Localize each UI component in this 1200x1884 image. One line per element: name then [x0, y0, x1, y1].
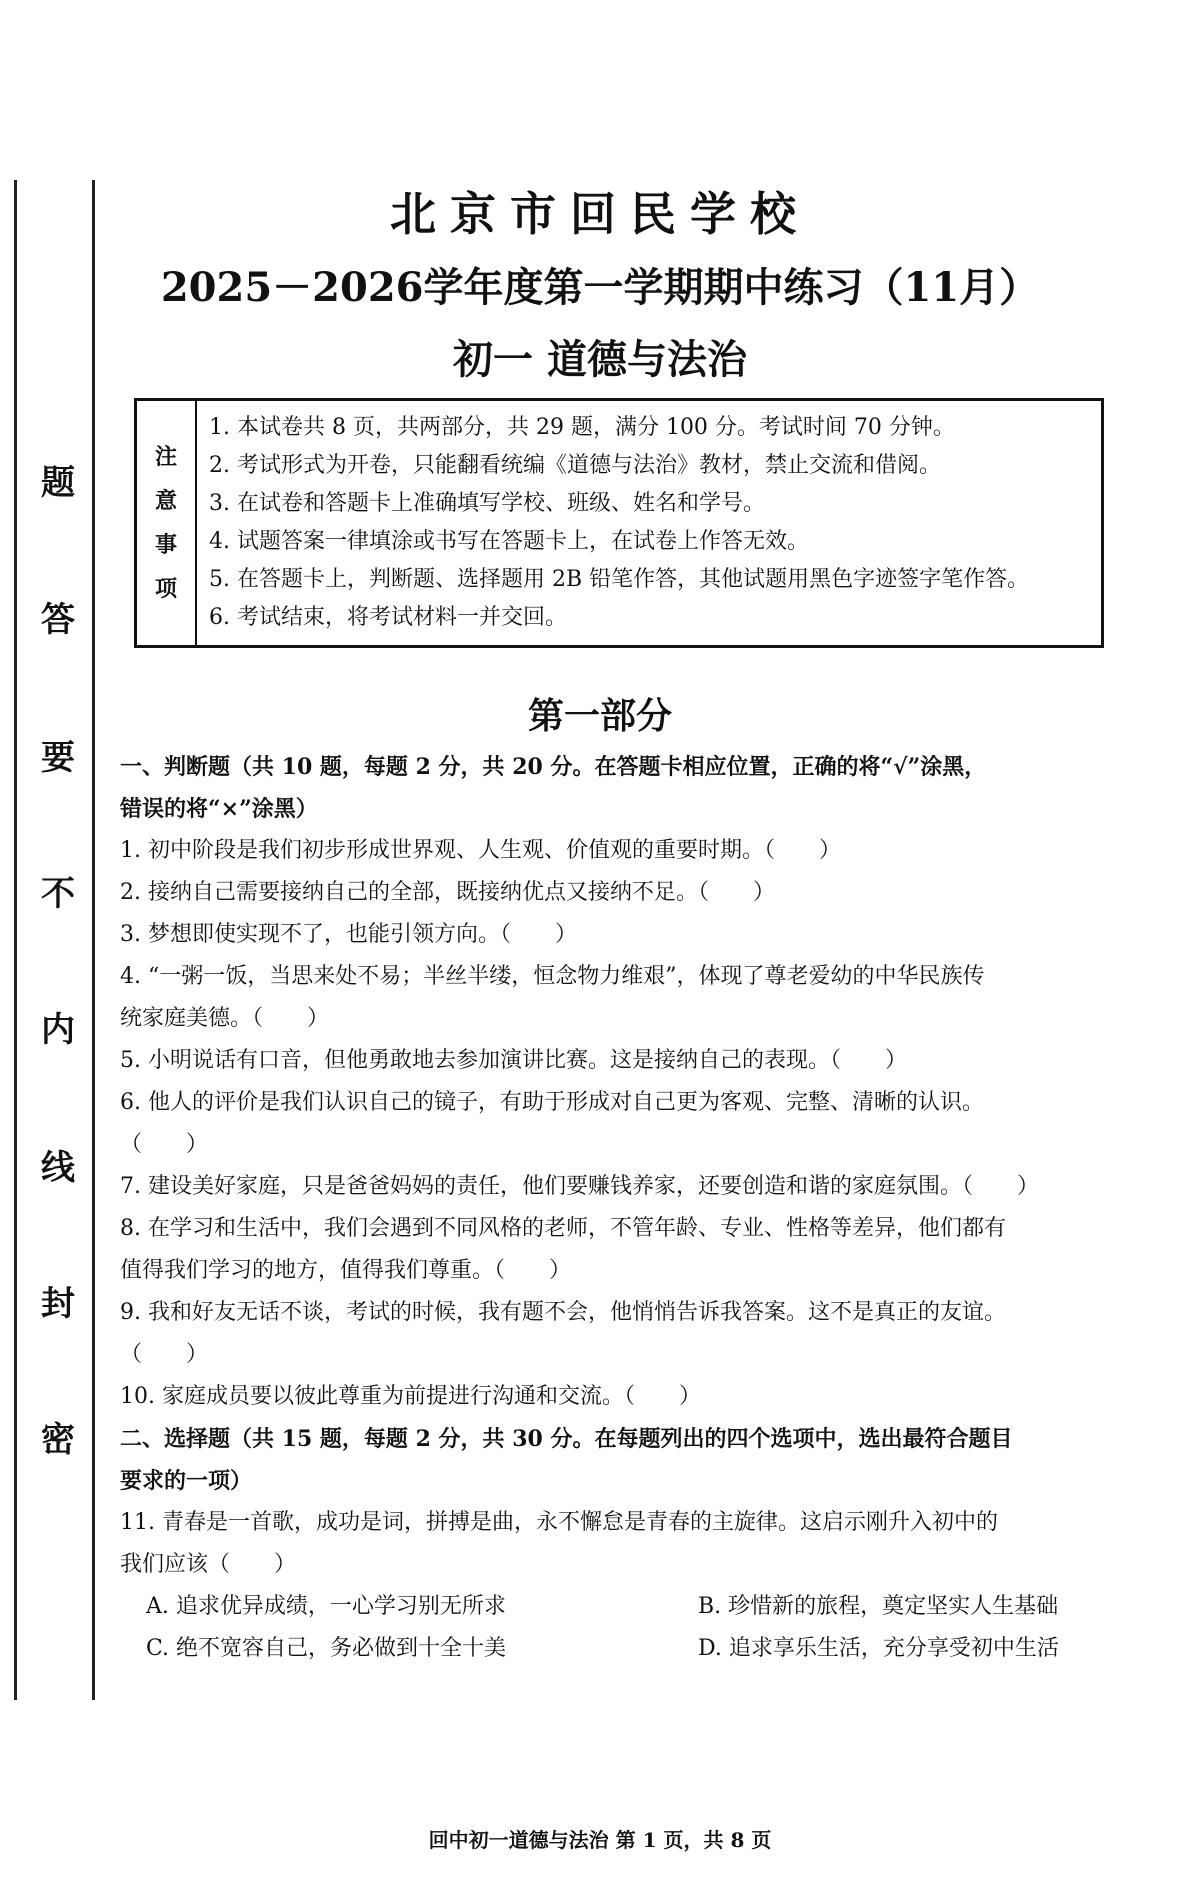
notice-list [197, 401, 1101, 645]
notice-heading-char: 意 [154, 488, 177, 514]
question-7: 7. 建设美好家庭，只是爸爸妈妈的责任，他们要赚钱养家，还要创造和谐的家庭氛围。（ ） [120, 1174, 1039, 1199]
question-4-cont: 统家庭美德。（ ） [120, 1006, 330, 1031]
question-3: 3. 梦想即使实现不了，也能引领方向。（ ） [120, 922, 577, 947]
question-8: 8. 在学习和生活中，我们会遇到不同风格的老师，不管年龄、专业、性格等差异，他们都有 [120, 1216, 1006, 1241]
notice-heading [137, 401, 197, 645]
notice-item: 1. 本试卷共 8 页，共两部分，共 29 题，满分 100 分。考试时间 70 分钟。 [209, 415, 955, 440]
term-title: 2025－2026学年度第一学期期中练习（11月） [160, 264, 1040, 311]
notice-item: 5. 在答题卡上，判断题、选择题用 2B 铅笔作答，其他试题用黑色字迹签字笔作答。 [209, 567, 1030, 592]
notice-heading-char: 事 [154, 532, 177, 558]
binding-char: 题 [41, 463, 75, 503]
page-footer: 回中初一道德与法治 第 1 页，共 8 页 [428, 1828, 772, 1852]
binding-line-outer [14, 180, 17, 1700]
notice-box [134, 398, 1104, 648]
option-d: D. 追求享乐生活，充分享受初中生活 [698, 1636, 1059, 1661]
question-5: 5. 小明说话有口音，但他勇敢地去参加演讲比赛。这是接纳自己的表现。（ ） [120, 1048, 907, 1073]
binding-char: 内 [41, 1010, 75, 1050]
section1-heading-cont: 错误的将“×”涂黑） [120, 796, 318, 822]
notice-item: 3. 在试卷和答题卡上准确填写学校、班级、姓名和学号。 [209, 491, 765, 516]
binding-char: 密 [41, 1420, 75, 1460]
binding-line-inner [92, 180, 95, 1700]
binding-char: 不 [41, 874, 75, 914]
binding-char: 线 [41, 1148, 75, 1188]
part-title: 第一部分 [527, 695, 672, 737]
option-c: C. 绝不宽容自己，务必做到十全十美 [146, 1636, 507, 1661]
notice-heading-char: 注 [154, 444, 177, 470]
question-1: 1. 初中阶段是我们初步形成世界观、人生观、价值观的重要时期。（ ） [120, 838, 841, 863]
section2-heading: 二、选择题（共 15 题，每题 2 分，共 30 分。在每题列出的四个选项中，选出最符合题目 [120, 1426, 1013, 1452]
question-11-cont: 我们应该（ ） [120, 1552, 297, 1577]
subject-title: 初一 道德与法治 [453, 336, 747, 383]
question-10: 10. 家庭成员要以彼此尊重为前提进行沟通和交流。（ ） [120, 1384, 701, 1409]
notice-item: 2. 考试形式为开卷，只能翻看统编《道德与法治》教材，禁止交流和借阅。 [209, 453, 941, 478]
question-4: 4. “一粥一饭，当思来处不易；半丝半缕，恒念物力维艰”，体现了尊老爱幼的中华民族传 [120, 964, 985, 989]
binding-char: 要 [41, 738, 75, 778]
section2-heading-cont: 要求的一项） [120, 1468, 253, 1494]
question-8-cont: 值得我们学习的地方，值得我们尊重。（ ） [120, 1258, 572, 1283]
question-2: 2. 接纳自己需要接纳自己的全部，既接纳优点又接纳不足。（ ） [120, 880, 775, 905]
notice-item: 4. 试题答案一律填涂或书写在答题卡上，在试卷上作答无效。 [209, 529, 809, 554]
binding-char: 封 [41, 1284, 75, 1324]
section1-heading: 一、判断题（共 10 题，每题 2 分，共 20 分。在答题卡相应位置，正确的将“√”涂黑， [120, 754, 987, 780]
school-title: 北京市回民学校 [390, 187, 810, 241]
notice-item: 6. 考试结束，将考试材料一并交回。 [209, 605, 567, 630]
question-9: 9. 我和好友无话不谈，考试的时候，我有题不会，他悄悄告诉我答案。这不是真正的友谊。 [120, 1300, 1006, 1325]
binding-char: 答 [41, 600, 75, 640]
question-9-cont: （ ） [120, 1342, 209, 1367]
question-6: 6. 他人的评价是我们认识自己的镜子，有助于形成对自己更为客观、完整、清晰的认识。 [120, 1090, 984, 1115]
question-6-cont: （ ） [120, 1132, 209, 1157]
option-a: A. 追求优异成绩，一心学习别无所求 [146, 1594, 506, 1619]
option-b: B. 珍惜新的旅程，奠定坚实人生基础 [698, 1594, 1059, 1619]
notice-heading-char: 项 [154, 576, 177, 602]
question-11: 11. 青春是一首歌，成功是词，拼搏是曲，永不懈怠是青春的主旋律。这启示刚升入初中的 [120, 1510, 998, 1535]
